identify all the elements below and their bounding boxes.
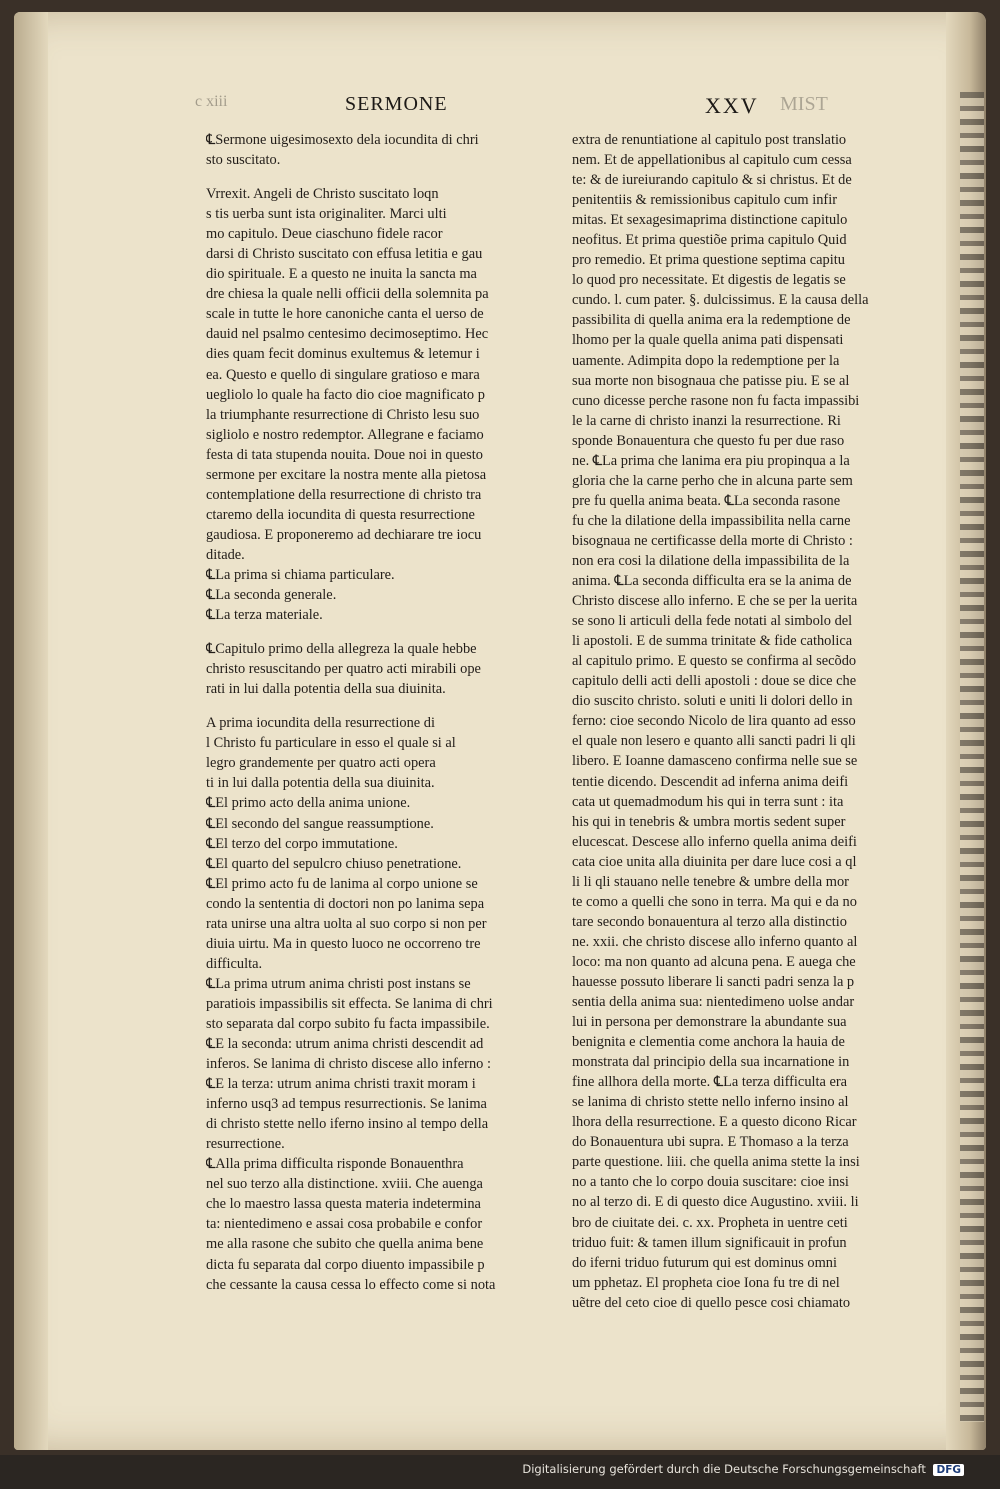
text-line: al capitulo primo. E questo se confirma al secõdo [572,653,857,670]
text-line: parte questione. liii. che quella anima stette la insi [572,1154,860,1171]
sermon-number: XXV [705,93,759,118]
text-line: ℄La prima utrum anima christi post instans se [206,975,471,992]
text-line: triduo fuit: & tamen illum significauit in profun [572,1234,847,1251]
text-line: benignita e clementia come anchora la hauia de [572,1034,845,1051]
text-line: se lanima di christo stette nello inferno insino al [572,1094,849,1111]
text-line: di christo stette nello iferno insino al tempo della [206,1116,489,1133]
bleed-through-text: MIST [780,93,828,115]
text-line: libero. E Ioanne damasceno confirma nelle sue se [572,753,858,770]
text-line: uegliolo lo quale ha facto dio cioe magnificato p [206,386,485,403]
text-line: nem. Et de appellationibus al capitulo cum cessa [572,152,852,169]
text-line: extra de renuntiatione al capitulo post translatio [572,132,847,148]
text-line: ℄Alla prima difficulta risponde Bonauenthra [206,1156,464,1173]
text-line: dauid nel psalmo centesimo decimoseptimo. Hec [206,326,489,343]
text-line: condo la sententia di doctori non po lanima sepa [206,895,485,912]
text-line: ℄La prima si chiama particulare. [206,566,395,583]
text-line: ℄E la seconda: utrum anima christi descendit ad [206,1036,484,1053]
text-line: sponde Bonauentura che questo fu per due raso [572,432,845,449]
right-text-column [572,130,924,1313]
text-line: passibilita di quella anima era la redemptione de [572,312,851,329]
text-line: ℄El quarto del sepulcro chiuso penetratione. [206,855,462,872]
text-line: sermone per excitare la nostra mente alla pietosa [206,466,487,483]
running-title: SERMONE [345,93,448,115]
text-line: loco: ma non quanto ad alcuna pena. E auega che [572,953,856,970]
text-line: penitentiis & remissionibus capitulo cum infir [572,192,837,209]
text-line: che cessante la causa cessa lo effecto come si nota [206,1276,496,1293]
text-line: ℄Sermone uigesimosexto dela iocundita di chri [206,132,479,148]
text-line: inferno usq3 ad tempus resurrectionis. Se lanima [206,1096,487,1113]
text-line: che lo maestro lassa questa materia indetermina [206,1196,481,1213]
text-line: um pphetaz. El propheta cioe Iona fu tre di nel [572,1274,840,1291]
text-line: dio suscito christo. soluti e uniti li dolori dello in [572,693,853,710]
text-line: Christo discese allo inferno. E che se per la uerita [572,593,858,610]
text-line: paratiois impassibilis sit effecta. Se lanima di chri [206,995,493,1012]
text-line: his qui in tenebris & umbra mortis sedent super [572,813,846,830]
fore-edge-strip [960,92,984,1422]
text-line: ditade. [206,546,245,563]
text-line: darsi di Christo suscitato con effusa letitia e gau [206,246,483,263]
text-line: mo capitulo. Deue ciaschuno fidele racor [206,226,443,243]
text-line: scale in tutte le hore canoniche canta el uerso de [206,306,484,323]
text-line: fine allhora della morte. ℄La terza difficulta era [572,1074,848,1091]
text-line: resurrectione. [206,1136,285,1153]
text-line: uamente. Adimpita dopo la redemptione per la [572,352,840,369]
text-line: bro de ciuitate dei. c. xx. Propheta in uentre ceti [572,1214,848,1231]
text-line: sto suscitato. [206,152,281,169]
text-line: cundo. l. cum pater. §. dulcissimus. E la causa della [572,292,869,309]
text-line: ctaremo della iocundita di questa resurrectione [206,506,475,523]
text-line: ti in lui dalla potentia della sua diuinita. [206,775,435,792]
text-line: pro remedio. Et prima questione septima capitu [572,252,845,269]
text-line: rata unirse una altra uolta al suo corpo si non per [206,915,487,932]
text-line: dicta fu separata dal corpo diuento impassibile p [206,1256,485,1273]
text-line: ℄El terzo del corpo immutatione. [206,835,398,852]
text-line: mitas. Et sexagesimaprima distinctione capitulo [572,212,848,229]
text-line: lo quod pro necessitate. Et digestis de legatis se [572,272,846,289]
text-line: s tis uerba sunt ista originaliter. Marci ulti [206,206,447,223]
text-line: ℄La terza materiale. [206,607,323,624]
digitization-credit [522,1462,964,1476]
text-line: el quale non lesero e quanto alli sancti padri li qli [572,733,856,750]
text-line: cata cioe unita alla diuinita per dare luce cosi a ql [572,853,857,870]
text-line: Vrrexit. Angeli de Christo suscitato loqn [206,186,439,203]
text-line [206,699,550,713]
text-line: ℄Capitulo primo della allegreza la quale hebbe [206,641,477,658]
text-line: neofitus. Et prima questiõe prima capitulo Quid [572,232,847,249]
text-line: non era cosi la dilatione della impassibilita de la [572,552,850,569]
text-line: legro grandemente per quatro acti opera [206,755,436,772]
text-line: ℄El secondo del sangue reassumptione. [206,815,434,832]
text-line: dio spirituale. E a questo ne inuita la sancta ma [206,266,477,283]
text-line: sentia della anima sua: nientedimeno uolse andar [572,994,855,1011]
text-line [206,170,550,184]
text-line: li li qli stauano nelle tenebre & umbre della mor [572,873,849,890]
text-line [206,625,550,639]
text-line: fu che la dilatione della impassibilita nella carne [572,512,851,529]
text-line: difficulta. [206,955,263,972]
text-line: do Bonauentura ubi supra. E Thomaso a la terza [572,1134,849,1151]
text-line: sto separata dal corpo subito fu facta impassibile. [206,1015,490,1032]
text-line: hauesse possuto liberare li sancti padri senza la p [572,973,855,990]
text-line: lhomo per la quale quella anima pati dispensati [572,332,844,349]
text-line: te: & de iureiurando capitulo & si christus. Et de [572,172,852,189]
text-line: no al terzo di. E di questo dice Augustino. xviii. li [572,1194,859,1211]
text-line: diuia uirtu. Ma in questo luoco ne occorreno tre [206,935,481,952]
text-line: le la carne di christo inanzi la resurrectione. Ri [572,412,841,429]
text-line: sua morte non bisognaua che patisse piu. E se al [572,372,850,389]
text-line: ℄La seconda generale. [206,587,337,604]
text-line: se sono li articuli della fede notati al simbolo del [572,613,853,630]
text-line: elucescat. Descese allo inferno quella anima deifi [572,833,857,850]
text-line: monstrata dal principio della sua incarnatione in [572,1054,850,1071]
left-text-column [206,130,550,1295]
text-line: ne. ℄La prima che lanima era piu propinqua a la [572,452,850,469]
text-line: uẽtre del ceto cioe di quello pesce cosi chiamato [572,1294,851,1311]
folio-mark: c xiii [195,93,228,110]
text-line: te como a quelli che sono in terra. Ma qui e da no [572,893,857,910]
text-line: me alla rasone che subito che quella anima bene [206,1236,484,1253]
text-line: dies quam fecit dominus exultemus & letemur i [206,346,480,363]
text-line: tentie dicendo. Descendit ad inferna anima deifi [572,773,849,790]
text-line: contemplatione della resurrectione di christo tra [206,486,482,503]
text-line: rati in lui dalla potentia della sua diuinita. [206,681,446,698]
text-line: ℄E la terza: utrum anima christi traxit moram i [206,1076,476,1093]
text-line: inferos. Se lanima di christo discese allo inferno : [206,1056,491,1073]
text-line: no a tanto che lo corpo douia suscitare: cioe insi [572,1174,849,1191]
text-line: ea. Questo e quello di singulare gratioso e mara [206,366,480,383]
text-line: li apostoli. E de summa trinitate & fide catholica [572,633,853,650]
text-line: bisognaua ne certificasse della morte di Christo : [572,532,853,549]
text-line: l Christo fu particulare in esso el quale si al [206,735,456,752]
text-line: tare secondo bonauentura al terzo alla distinctio [572,913,847,930]
text-line: lhora della resurrectione. E a questo dicono Ricar [572,1114,857,1131]
text-line: sigliolo e nostro redemptor. Allegrane e faciamo [206,426,484,443]
text-line: A prima iocundita della resurrectione di [206,715,435,732]
text-line: dre chiesa la quale nelli officii della solemnita pa [206,286,489,303]
text-line: ℄El primo acto della anima unione. [206,795,411,812]
credit-text: Digitalisierung gefördert durch die Deutsche Forschungsgemeinschaft [522,1462,926,1476]
text-line: lui in persona per demonstrare la abundante sua [572,1014,847,1031]
text-line: festa di tata stupenda nouita. Doue noi in questo [206,446,483,463]
text-line: gloria che la carne perho che in alcuna parte sem [572,472,853,489]
text-line: gaudiosa. E proponeremo ad dechiarare tre iocu [206,526,482,543]
text-line: cata ut quemadmodum his qui in terra sunt : ita [572,793,844,810]
text-line: christo resuscitando per quatro acti mirabili ope [206,661,481,678]
text-line: capitulo delli acti delli apostoli : doue se dice che [572,673,857,690]
dfg-logo: DFG [933,1464,964,1476]
text-line: pre fu quella anima beata. ℄La seconda rasone [572,492,841,509]
text-line: ta: nientedimeno e assai cosa probabile e confor [206,1216,483,1233]
gutter-shadow [14,12,48,1450]
text-line: ne. xxii. che christo discese allo inferno quanto al [572,933,858,950]
text-line: do iferni triduo futurum qui est dominus omni [572,1254,838,1271]
text-line: cuno dicesse perche rasone non fu facta impassibi [572,392,860,409]
text-line: ℄El primo acto fu de lanima al corpo unione se [206,875,478,892]
text-line: anima. ℄La seconda difficulta era se la anima de [572,573,852,590]
text-line: nel suo terzo alla distinctione. xviii. Che auenga [206,1176,483,1193]
text-line: ferno: cioe secondo Nicolo de lira quanto ad esso [572,713,856,730]
text-line: la triumphante resurrectione di Christo lesu suo [206,406,480,423]
